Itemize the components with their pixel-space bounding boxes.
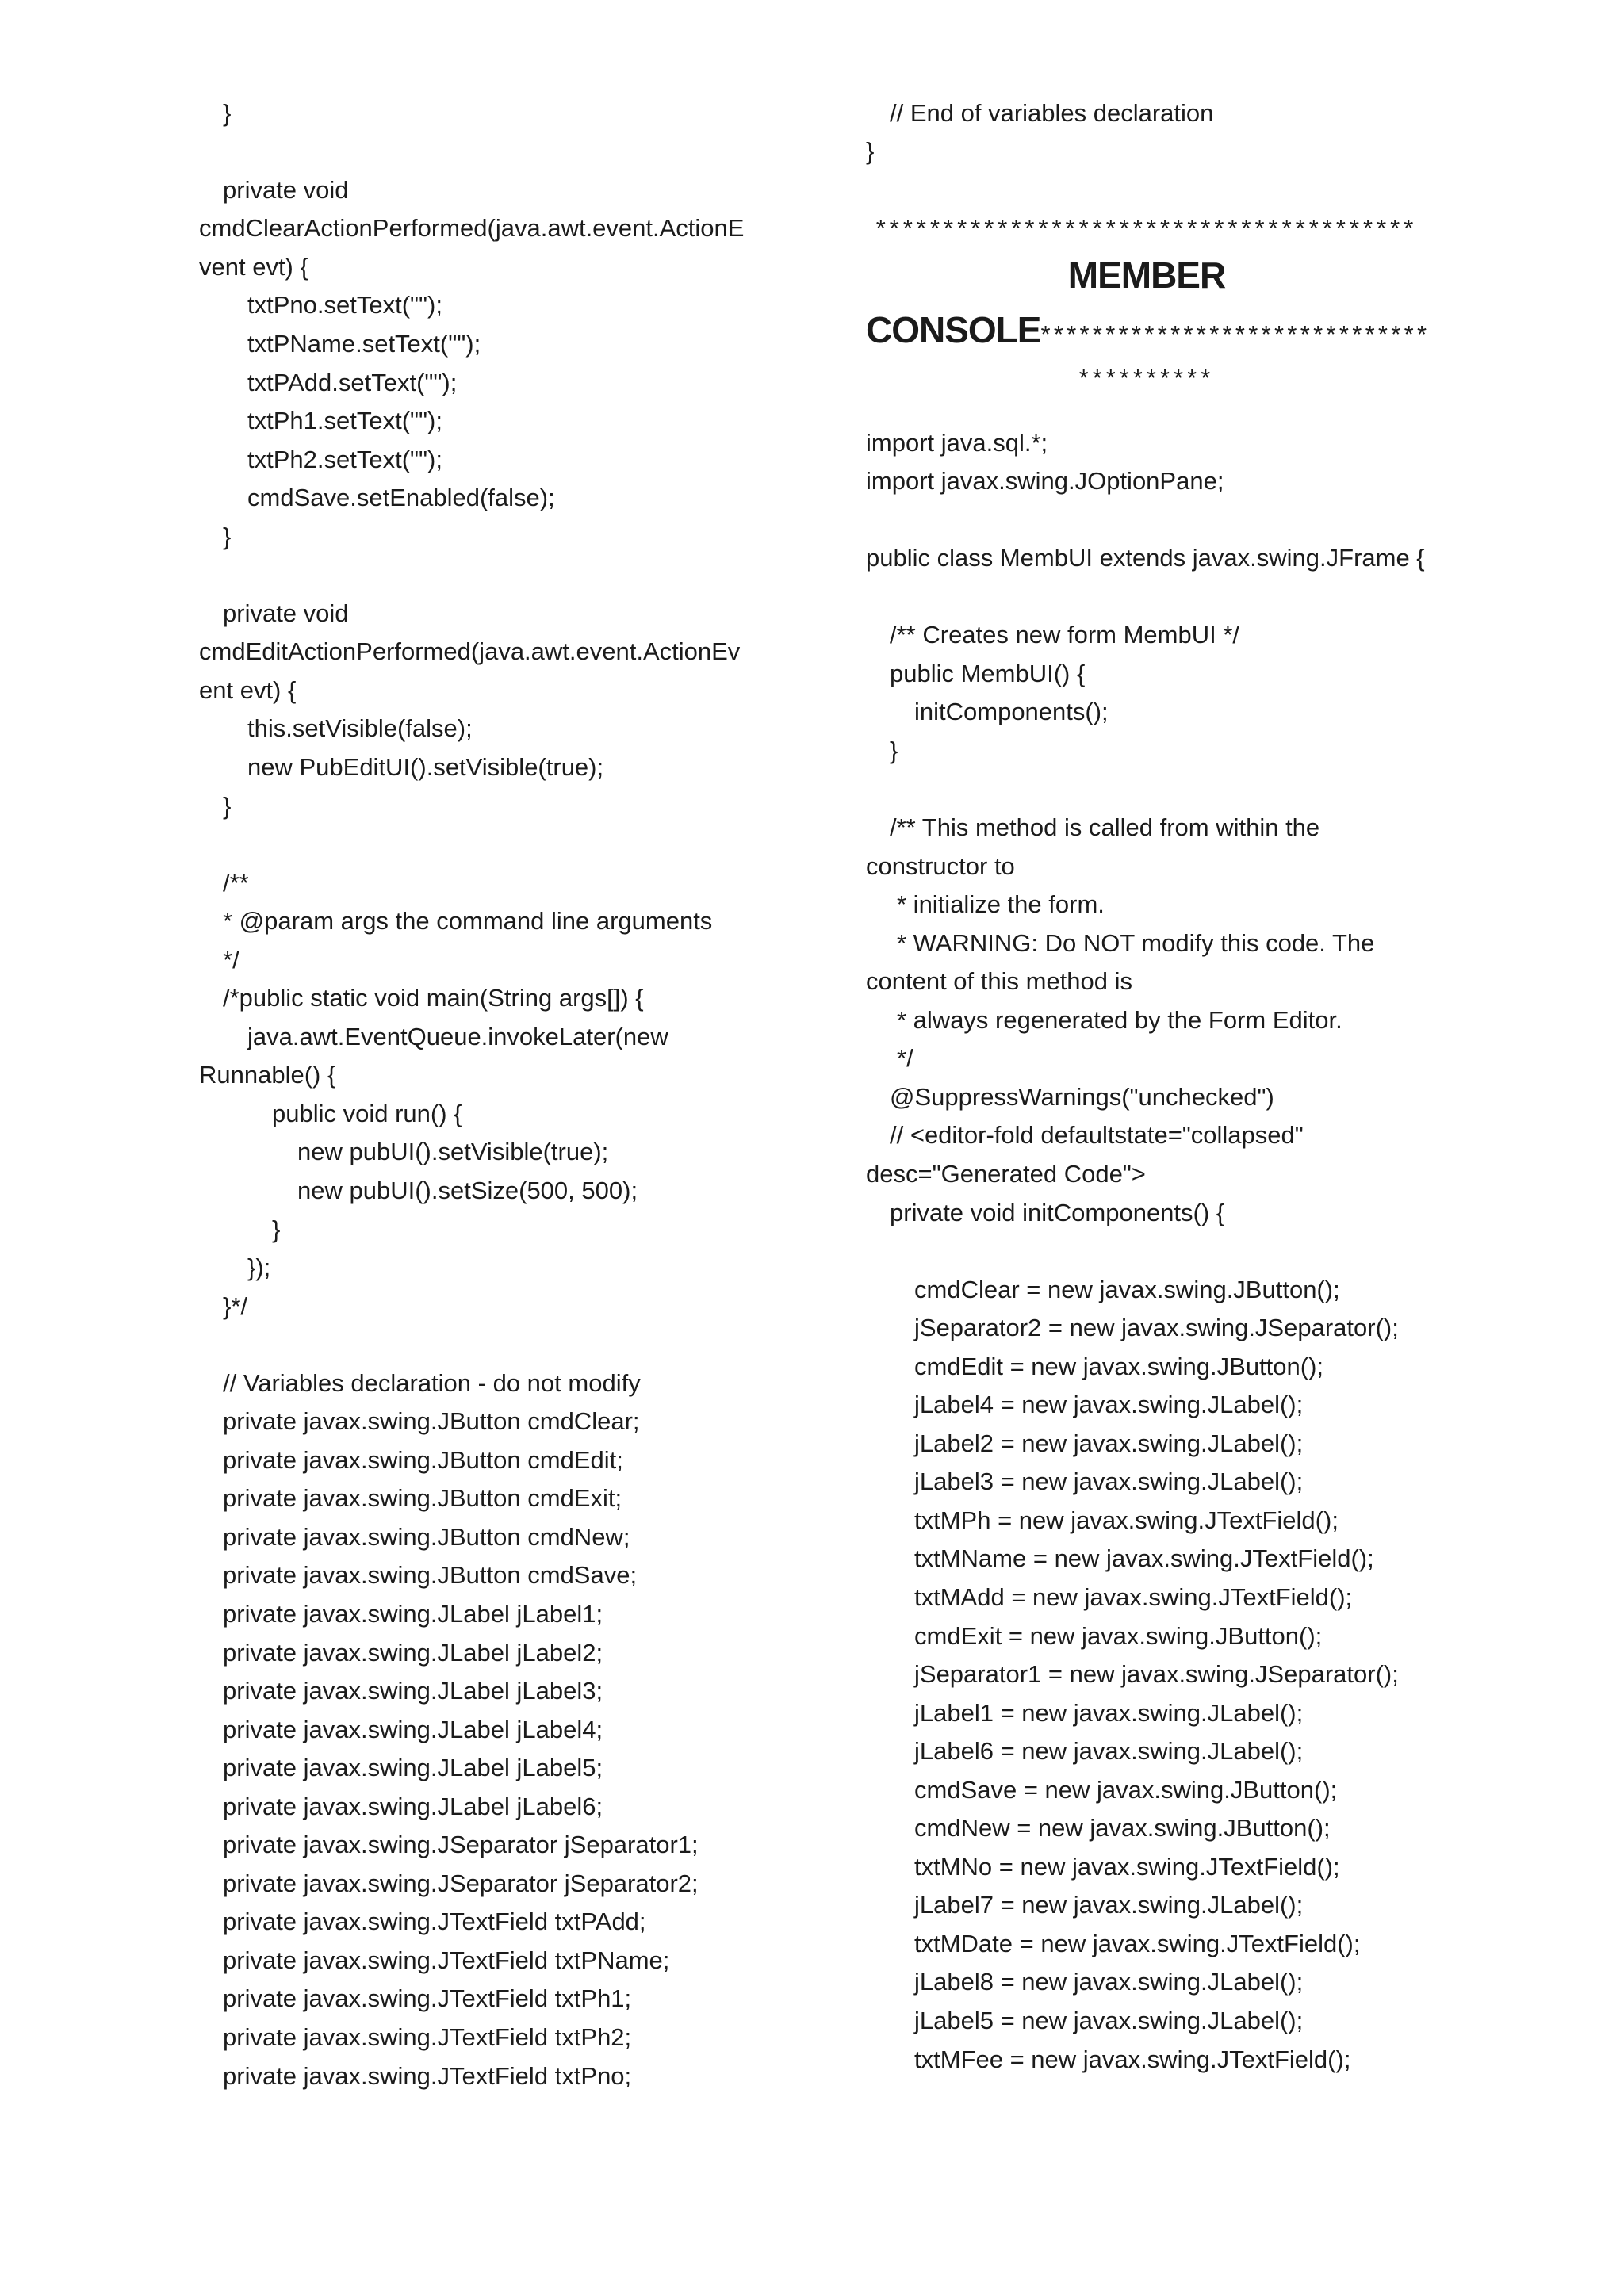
code-line: ent evt) { <box>199 675 297 704</box>
code-line: /** <box>223 868 249 897</box>
code-line: // End of variables declaration <box>890 98 1214 127</box>
code-line: java.awt.EventQueue.invokeLater(new <box>247 1022 668 1050</box>
code-line: /** Creates new form MembUI */ <box>890 621 1240 649</box>
code-line: txtMDate = new javax.swing.JTextField(); <box>914 1929 1361 1957</box>
code-line: jLabel6 = new javax.swing.JLabel(); <box>914 1737 1304 1766</box>
code-line: txtMFee = new javax.swing.JTextField(); <box>914 2045 1351 2073</box>
right-column-body <box>866 424 1453 2080</box>
code-line: cmdEditActionPerformed(java.awt.event.ActionEv <box>199 637 741 666</box>
code-line: cmdNew = new javax.swing.JButton(); <box>914 1814 1331 1843</box>
right-column-top <box>866 94 1453 171</box>
code-line: private javax.swing.JLabel jLabel4; <box>223 1715 603 1743</box>
code-line: cmdClear = new javax.swing.JButton(); <box>914 1275 1340 1303</box>
code-line: */ <box>897 1044 914 1073</box>
code-line: cmdSave.setEnabled(false); <box>247 484 555 512</box>
blank-line <box>866 771 1453 809</box>
code-line: * always regenerated by the Form Editor. <box>897 1005 1342 1034</box>
code-line: } <box>223 98 232 127</box>
code-line: */ <box>223 945 239 974</box>
code-line: private void <box>223 599 349 627</box>
code-line: // Variables declaration - do not modify <box>223 1368 641 1397</box>
code-line: public class MembUI extends javax.swing.JFrame { <box>866 544 1425 572</box>
code-line: txtMName = new javax.swing.JTextField(); <box>914 1544 1374 1573</box>
blank-line <box>199 132 802 171</box>
code-line: content of this method is <box>866 967 1133 996</box>
code-line: vent evt) { <box>199 252 308 281</box>
code-line: private javax.swing.JLabel jLabel5; <box>223 1754 603 1782</box>
blank-line <box>866 1232 1453 1271</box>
blank-line <box>199 825 802 864</box>
code-line: txtPh2.setText(""); <box>247 445 442 473</box>
code-line: private void initComponents() { <box>890 1198 1225 1226</box>
code-line: txtPAdd.setText(""); <box>247 368 458 396</box>
code-line: initComponents(); <box>914 698 1109 726</box>
code-line: // <editor-fold defaultstate="collapsed" <box>890 1121 1304 1150</box>
heading-stars: ********** <box>1078 364 1215 392</box>
code-line: }); <box>247 1253 271 1282</box>
code-line: public MembUI() { <box>890 659 1086 687</box>
code-line: import java.sql.*; <box>866 428 1048 457</box>
heading-title-member: MEMBER <box>1067 254 1226 296</box>
code-line: public void run() { <box>272 1099 462 1127</box>
blank-line <box>199 1326 802 1364</box>
code-line: }*/ <box>223 1292 248 1320</box>
code-line: private javax.swing.JTextField txtPName; <box>223 1946 670 1974</box>
code-line: /** This method is called from within the <box>890 813 1320 842</box>
code-line: new pubUI().setVisible(true); <box>297 1138 609 1166</box>
heading-title-console: CONSOLE <box>866 309 1041 350</box>
code-line: } <box>272 1215 281 1243</box>
code-line: private javax.swing.JTextField txtPno; <box>223 2061 632 2090</box>
code-line: private javax.swing.JSeparator jSeparator2; <box>223 1869 699 1897</box>
code-line: Runnable() { <box>199 1061 336 1089</box>
code-line: jLabel2 = new javax.swing.JLabel(); <box>914 1429 1304 1457</box>
blank-line <box>866 501 1453 540</box>
left-column <box>199 94 802 2095</box>
code-line: constructor to <box>866 851 1015 880</box>
code-line: jLabel4 = new javax.swing.JLabel(); <box>914 1391 1304 1419</box>
code-line: private javax.swing.JLabel jLabel2; <box>223 1638 603 1667</box>
code-line: } <box>866 137 875 166</box>
code-line: jLabel5 = new javax.swing.JLabel(); <box>914 2007 1304 2035</box>
code-line: } <box>223 791 232 820</box>
code-line: cmdSave = new javax.swing.JButton(); <box>914 1775 1338 1804</box>
code-line: private javax.swing.JLabel jLabel1; <box>223 1600 603 1628</box>
code-line: txtPh1.setText(""); <box>247 407 442 435</box>
code-line: cmdEdit = new javax.swing.JButton(); <box>914 1352 1324 1380</box>
code-line: private javax.swing.JButton cmdEdit; <box>223 1445 623 1474</box>
code-line: /*public static void main(String args[]) { <box>223 984 644 1012</box>
code-line: private javax.swing.JButton cmdExit; <box>223 1484 622 1513</box>
code-line: txtMPh = new javax.swing.JTextField(); <box>914 1506 1339 1534</box>
code-line: jSeparator2 = new javax.swing.JSeparator(); <box>914 1314 1399 1342</box>
code-line: desc="Generated Code"> <box>866 1159 1146 1188</box>
code-line: } <box>223 522 232 550</box>
code-line: txtPno.setText(""); <box>247 291 442 320</box>
code-line: private javax.swing.JTextField txtPh2; <box>223 2023 632 2052</box>
code-line: cmdExit = new javax.swing.JButton(); <box>914 1621 1323 1650</box>
code-line: new pubUI().setSize(500, 500); <box>297 1177 638 1204</box>
member-console-heading <box>866 209 1431 400</box>
code-line: private javax.swing.JLabel jLabel3; <box>223 1677 603 1705</box>
code-line: * initialize the form. <box>897 890 1105 919</box>
code-line: private javax.swing.JTextField txtPh1; <box>223 1984 632 2013</box>
code-line: cmdClearActionPerformed(java.awt.event.ActionE <box>199 214 745 243</box>
code-line: txtMNo = new javax.swing.JTextField(); <box>914 1852 1340 1881</box>
code-line: private javax.swing.JButton cmdNew; <box>223 1522 630 1551</box>
code-line: this.setVisible(false); <box>247 714 473 743</box>
code-line: } <box>890 736 898 764</box>
code-line: jSeparator1 = new javax.swing.JSeparator(); <box>914 1660 1399 1689</box>
code-line: new PubEditUI().setVisible(true); <box>247 752 604 781</box>
code-line: txtPName.setText(""); <box>247 329 481 358</box>
blank-line <box>199 556 802 595</box>
code-line: jLabel1 = new javax.swing.JLabel(); <box>914 1698 1304 1727</box>
blank-line <box>866 578 1453 617</box>
code-line: jLabel8 = new javax.swing.JLabel(); <box>914 1968 1304 1996</box>
code-line: import javax.swing.JOptionPane; <box>866 467 1224 496</box>
code-line: private javax.swing.JButton cmdSave; <box>223 1561 638 1590</box>
code-line: private javax.swing.JTextField txtPAdd; <box>223 1908 646 1936</box>
code-line: private javax.swing.JButton cmdClear; <box>223 1407 640 1436</box>
code-line: txtMAdd = new javax.swing.JTextField(); <box>914 1583 1353 1611</box>
code-line: @SuppressWarnings("unchecked") <box>890 1082 1274 1111</box>
code-line: private void <box>223 175 349 204</box>
code-line: * @param args the command line arguments <box>223 907 713 936</box>
heading-stars: **************************************** <box>875 214 1418 242</box>
code-line: private javax.swing.JLabel jLabel6; <box>223 1792 603 1820</box>
code-line: jLabel7 = new javax.swing.JLabel(); <box>914 1891 1304 1919</box>
code-line: private javax.swing.JSeparator jSeparator1; <box>223 1831 699 1859</box>
code-line: jLabel3 = new javax.swing.JLabel(); <box>914 1468 1304 1496</box>
heading-stars: ****************************** <box>1040 320 1431 348</box>
code-line: * WARNING: Do NOT modify this code. The <box>897 928 1375 957</box>
